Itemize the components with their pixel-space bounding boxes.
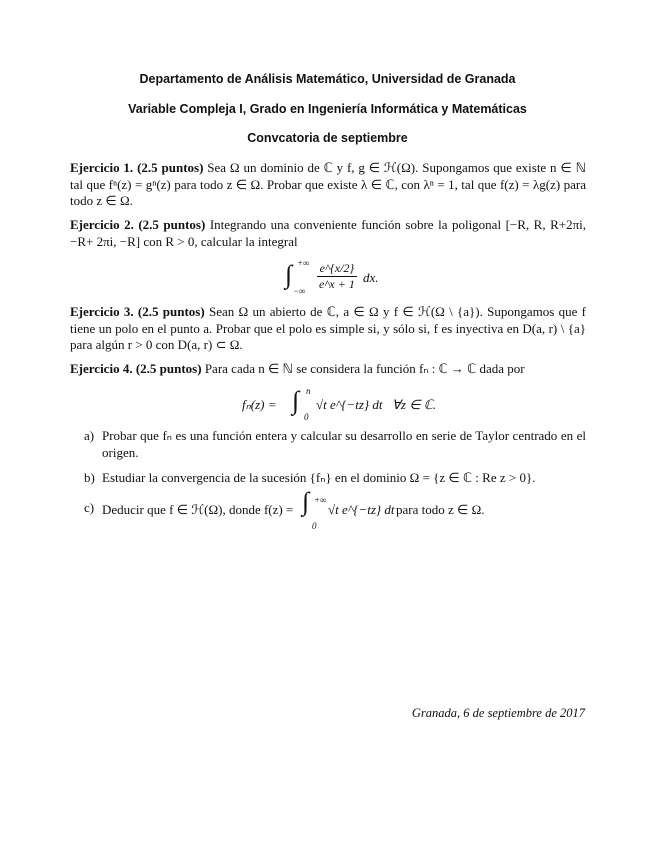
exercise-2-label: Ejercicio 2. [70,217,134,232]
place-date: Granada, 6 de septiembre de 2017 [411,706,585,720]
exercise-3-points: (2.5 puntos) [137,304,205,319]
integrand: √t e^{−tz} dt [328,502,395,517]
forall-clause: ∀z ∈ ℂ. [392,397,437,412]
item-label: a) [84,428,95,443]
item-label: c) [84,500,95,515]
exercise-1-text: Sea Ω un dominio de ℂ y f, g ∈ ℋ(Ω). Supongamos que existe n ∈ ℕ tal que fⁿ(z) = gⁿ(z) para todo z ∈ Ω. Probar que existe λ ∈ ℂ, con λⁿ = 1, tal que f(z) = λg(z) para todo z ∈ Ω. [70,160,587,208]
integral-upper-limit: n [306,386,311,396]
exercise-3-label: Ejercicio 3. [70,304,134,319]
exercise-2-integral [285,258,405,298]
exercise-2 [70,217,586,250]
exercise-1 [70,160,586,210]
course-title: Variable Compleja I, Grado en Ingeniería Informática y Matemáticas [128,102,527,116]
exercise-4-item-b [84,470,586,487]
integral-sign: ∫ [292,386,300,415]
exercise-4 [70,361,586,378]
integral-sign: ∫ [285,260,293,289]
exercise-3-text: Sean Ω un abierto de ℂ, a ∈ Ω y f ∈ ℋ(Ω \ {a}). Supongamos que f tiene un polo en el punto a. Probar que el polo es simple si, y sólo si, f es inyectiva en D(a, r) \ {a} para algún r > 0 con D(a, r) ⊂ Ω. [70,304,586,352]
department-title: Departamento de Análisis Matemático, Universidad de Granada [139,72,516,86]
item-text-post: para todo z ∈ Ω. [396,502,485,517]
fraction-numerator: e^{x/2} [317,261,357,277]
item-text: Estudiar la convergencia de la sucesión {fₙ} en el dominio Ω = {z ∈ ℂ : Re z > 0}. [102,470,536,485]
item-text-pre: Deducir que f ∈ ℋ(Ω), donde f(z) = [102,502,294,517]
fn-definition-left: fₙ(z) = [242,397,277,412]
exercise-2-points: (2.5 puntos) [138,217,206,232]
exercise-2-text: Integrando una conveniente función sobre la poligonal [−R, R, R+2πi, −R+ 2πi, −R] con R > 0, calcular la integral [70,217,586,249]
exercise-4-formula [242,386,482,422]
exercise-1-label: Ejercicio 1. [70,160,134,175]
exercise-3 [70,304,586,354]
integrand-fraction [317,261,357,292]
exercise-4-item-c [84,487,586,531]
integral-upper-limit: +∞ [297,258,310,268]
exercise-1-points: (2.5 puntos) [137,160,204,175]
exam-call-title: Convcatoria de septiembre [247,131,408,145]
differential: dx. [363,270,379,285]
integral-upper-limit: +∞ [314,495,327,505]
item-text: Probar que fₙ es una función entera y calcular su desarrollo en serie de Taylor centrado en el origen. [102,428,586,460]
item-label: b) [84,470,95,485]
exercise-4-item-a [84,428,586,461]
integral-sign: ∫ [302,487,310,516]
fraction-denominator: e^x + 1 [319,277,355,291]
integral-lower-limit: 0 [304,412,309,422]
integrand: √t e^{−tz} dt [316,397,383,412]
exercise-4-text: Para cada n ∈ ℕ se considera la función fₙ : ℂ → ℂ dada por [204,361,525,376]
integral-lower-limit: −∞ [293,286,306,296]
integral-lower-limit: 0 [312,521,317,531]
exercise-4-points: (2.5 puntos) [135,361,202,376]
exercise-4-label: Ejercicio 4. [70,361,133,376]
